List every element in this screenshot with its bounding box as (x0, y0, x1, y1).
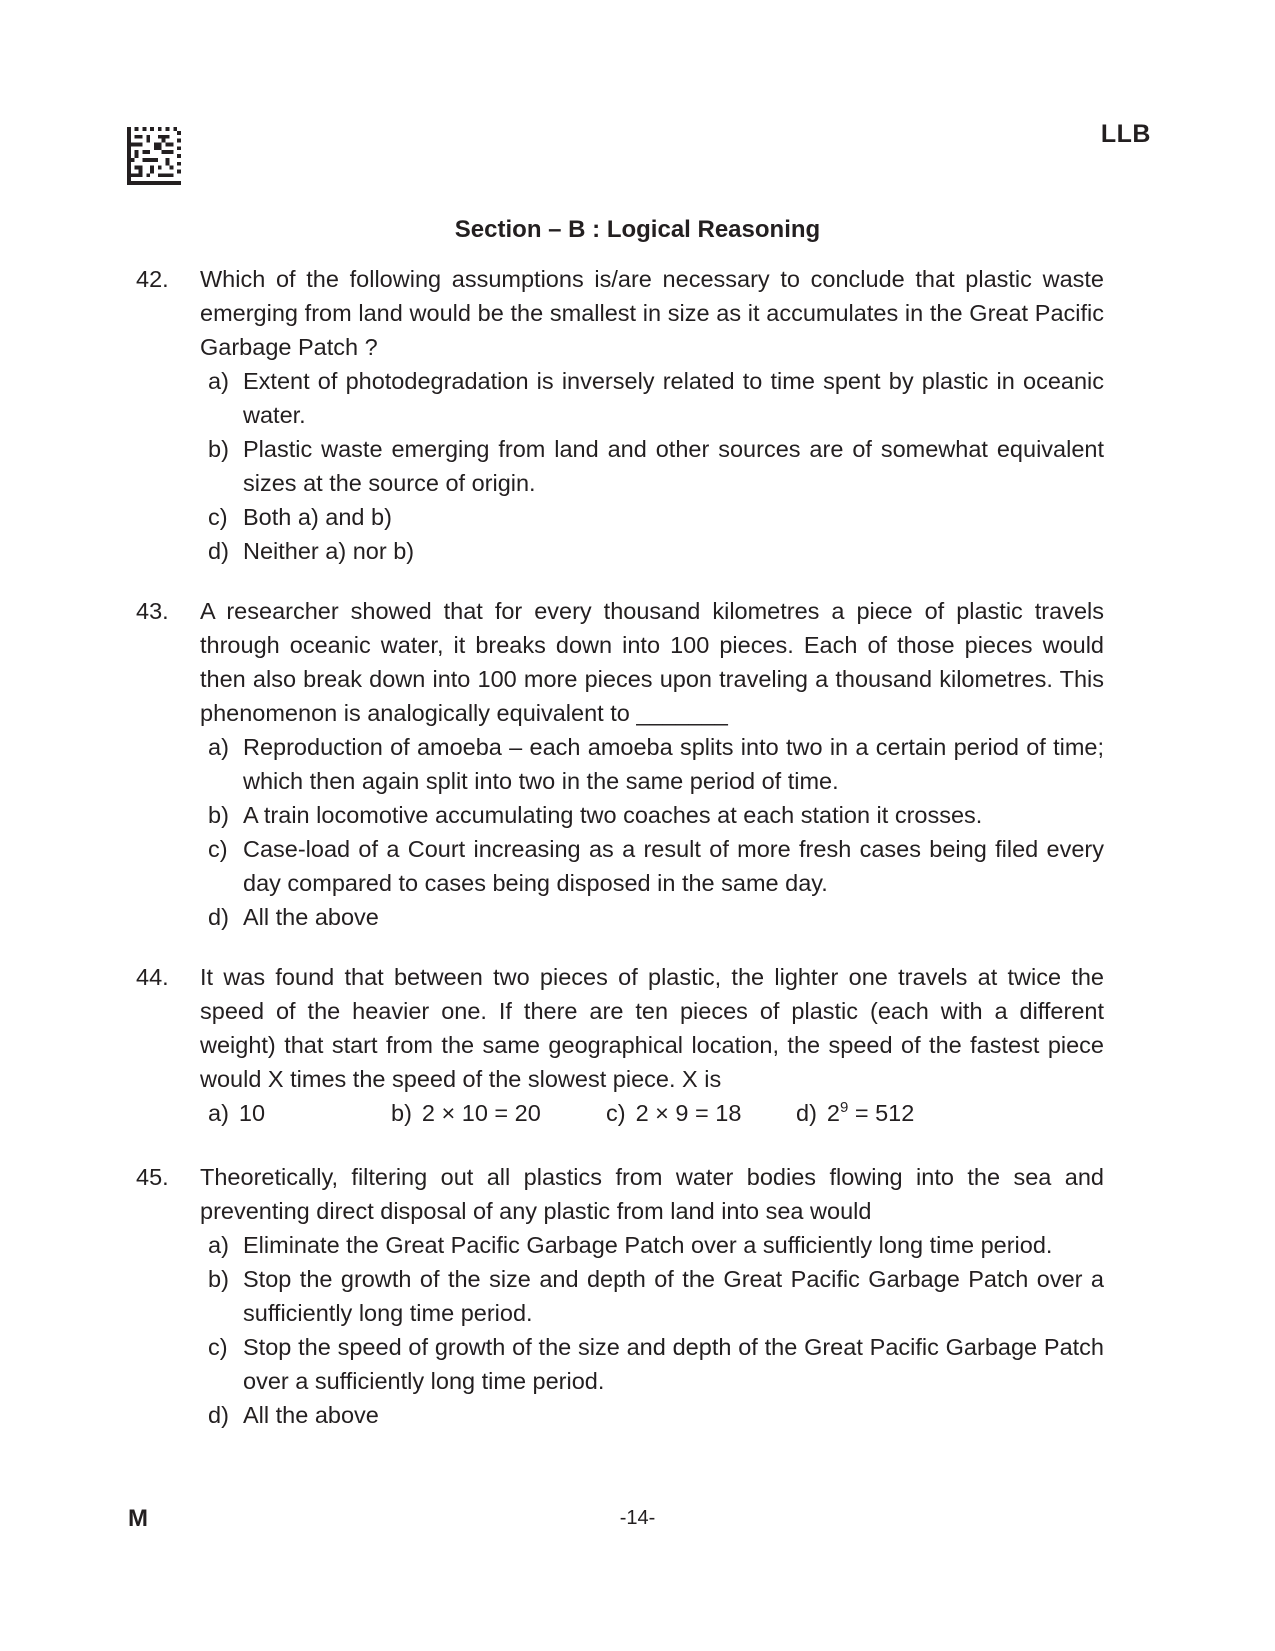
option-label: a) (208, 368, 229, 394)
option-text: Plastic waste emerging from land and other sources are of somewhat equivalent sizes at the source of origin. (243, 436, 1104, 496)
option-text: Stop the speed of growth of the size and depth of the Great Pacific Garbage Patch over a sufficiently long time period. (243, 1334, 1104, 1394)
option-text: 2 × 9 = 18 (635, 1100, 742, 1126)
option-rest: = 512 (848, 1100, 915, 1126)
series-code: M (128, 1505, 148, 1532)
question-number: 44. (136, 964, 169, 990)
option-d (208, 534, 1104, 568)
option-c (606, 1096, 741, 1130)
option-text: All the above (243, 904, 379, 930)
question-44 (136, 960, 1104, 1130)
option-text: Stop the growth of the size and depth of the Great Pacific Garbage Patch over a sufficiently long time period. (243, 1266, 1104, 1326)
option-text: Neither a) nor b) (243, 538, 415, 564)
question-stem: Theoretically, filtering out all plastics from water bodies flowing into the sea and preventing direct disposal of any plastic from land into sea would (200, 1164, 1104, 1224)
option-label: a) (208, 734, 229, 760)
option-b (391, 1096, 541, 1130)
page-number: -14- (619, 1507, 656, 1529)
question-stem: A researcher showed that for every thousand kilometres a piece of plastic travels through oceanic water, it breaks down into 100 pieces. Each of those pieces would then also break down into 100 more pieces upon traveling a thousand kilometres. This phenomenon is analogically equivalent to _______ (200, 598, 1104, 726)
datamatrix-barcode (127, 127, 181, 185)
option-label: b) (208, 436, 229, 462)
option-list (208, 364, 1104, 568)
option-b (208, 432, 1104, 500)
option-text: Both a) and b) (243, 504, 392, 530)
option-label: a) (208, 1100, 229, 1126)
question-43 (136, 594, 1104, 934)
option-text: A train locomotive accumulating two coaches at each station it crosses. (243, 802, 983, 828)
option-a (208, 1228, 1104, 1262)
question-42 (136, 262, 1104, 568)
option-label: c) (208, 836, 228, 862)
option-label: b) (208, 1266, 229, 1292)
option-text: All the above (243, 1402, 379, 1428)
option-c (208, 500, 1104, 534)
option-text: Reproduction of amoeba – each amoeba splits into two in a certain period of time; which then again split into two in the same period of time. (243, 734, 1104, 794)
option-label: d) (208, 538, 229, 564)
option-label: b) (208, 802, 229, 828)
question-number: 45. (136, 1164, 169, 1190)
option-text: Case-load of a Court increasing as a result of more fresh cases being filed every day compared to cases being disposed in the same day. (243, 836, 1104, 896)
option-c (208, 1330, 1104, 1398)
paper-code: LLB (1100, 120, 1151, 148)
option-label: a) (208, 1232, 229, 1258)
option-a (208, 1096, 265, 1130)
option-label: c) (208, 504, 228, 530)
option-label: d) (208, 1402, 229, 1428)
option-b (208, 798, 1104, 832)
question-stem: Which of the following assumptions is/are necessary to conclude that plastic waste emerging from land would be the smallest in size as it accumulates in the Great Pacific Garbage Patch ? (200, 266, 1104, 360)
option-list (208, 1096, 1104, 1130)
option-c (208, 832, 1104, 900)
option-list (208, 730, 1104, 934)
option-d (796, 1096, 914, 1130)
option-exponent: 9 (839, 1099, 849, 1116)
option-text: 10 (238, 1100, 266, 1126)
option-label: c) (606, 1100, 626, 1126)
option-label: b) (391, 1100, 412, 1126)
option-text: Extent of photodegradation is inversely related to time spent by plastic in oceanic water. (243, 368, 1104, 428)
option-text: 2 × 10 = 20 (421, 1100, 541, 1126)
option-b (208, 1262, 1104, 1330)
question-stem: It was found that between two pieces of plastic, the lighter one travels at twice the speed of the heavier one. If there are ten pieces of plastic (each with a different weight) that start from the same geographical location, the speed of the fastest piece would X times the speed of the slowest piece. X is (200, 964, 1104, 1092)
option-d (208, 1398, 1104, 1432)
option-list (208, 1228, 1104, 1432)
option-text: Eliminate the Great Pacific Garbage Patch over a sufficiently long time period. (243, 1232, 1053, 1258)
option-d (208, 900, 1104, 934)
option-label: d) (208, 904, 229, 930)
question-number: 42. (136, 266, 169, 292)
option-label: d) (796, 1100, 817, 1126)
section-title: Section – B : Logical Reasoning (454, 216, 821, 243)
question-number: 43. (136, 598, 169, 624)
option-a (208, 730, 1104, 798)
option-a (208, 364, 1104, 432)
option-base: 2 (826, 1100, 840, 1126)
option-label: c) (208, 1334, 228, 1360)
question-45 (136, 1160, 1104, 1432)
